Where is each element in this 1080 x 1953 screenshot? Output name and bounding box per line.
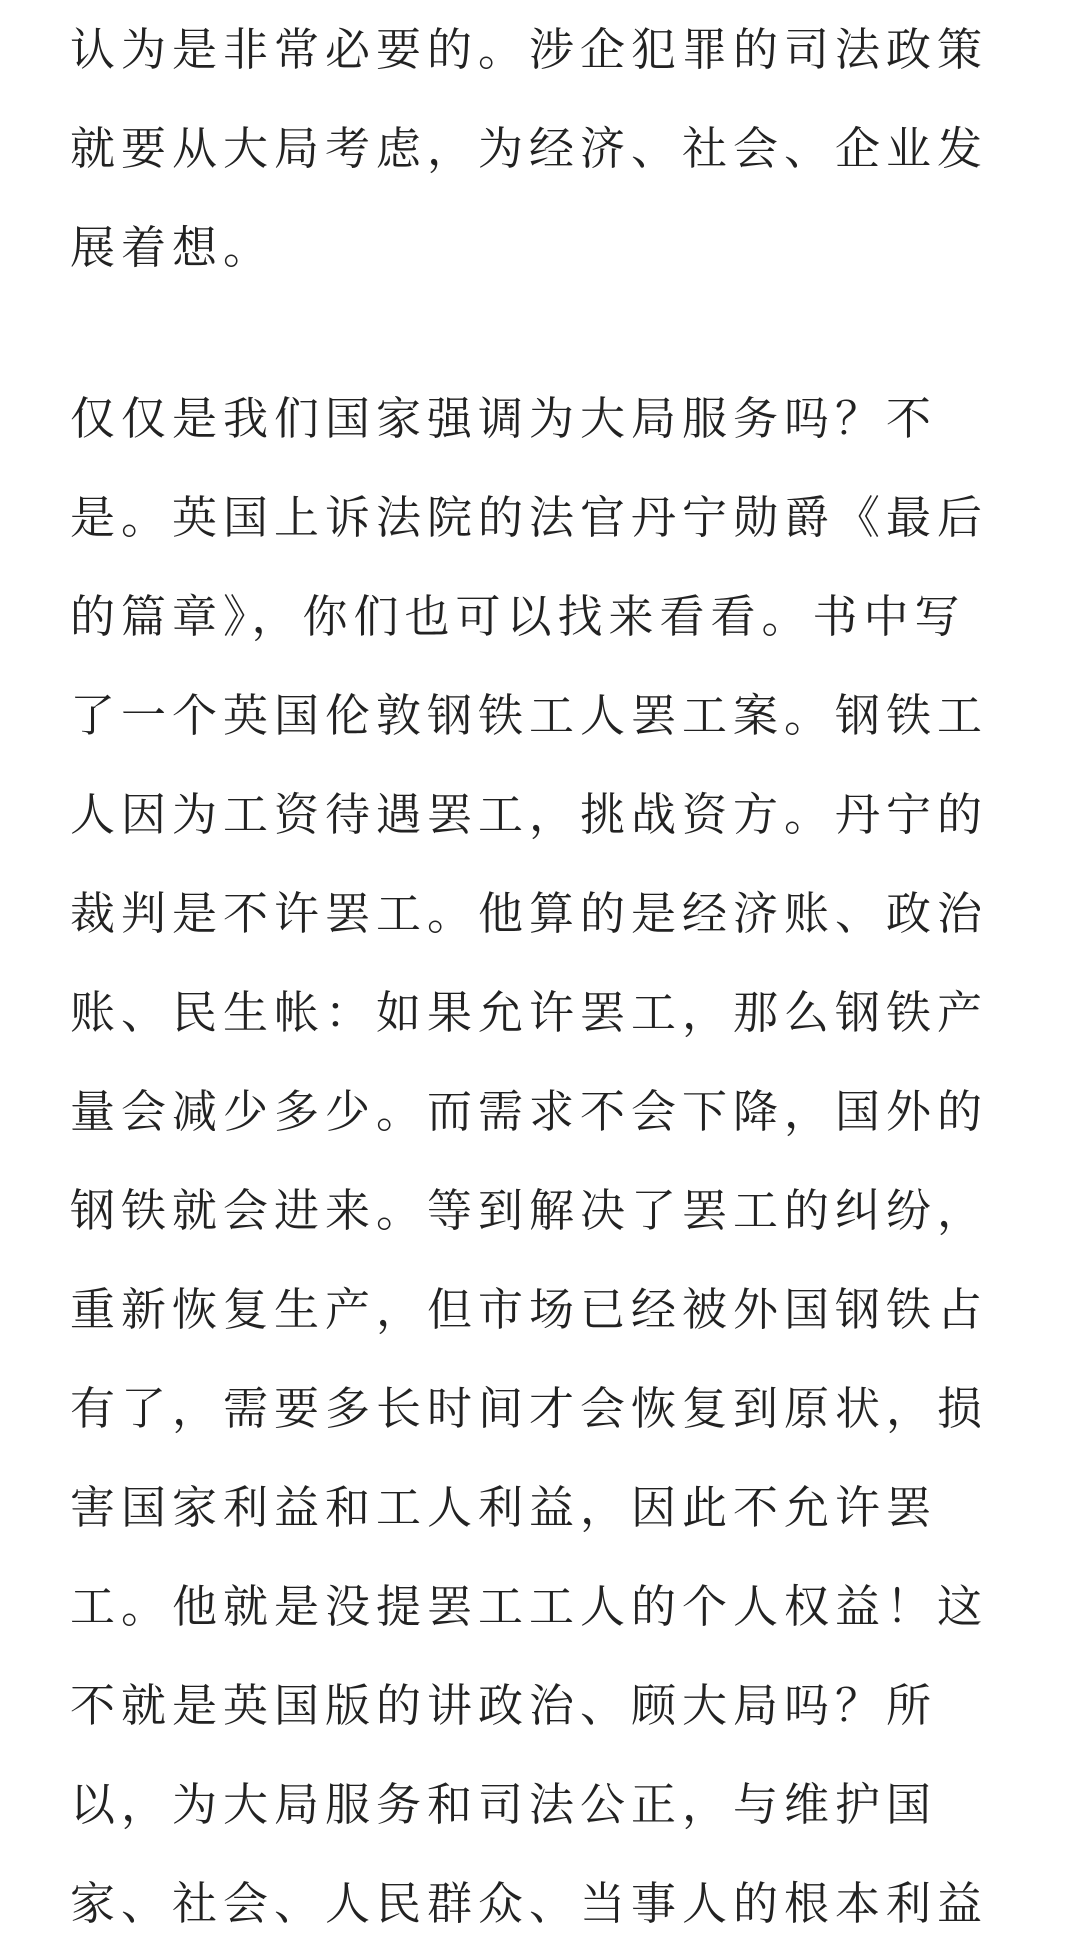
paragraph-spacer bbox=[70, 297, 1016, 369]
text-line: 有了，需要多长时间才会恢复到原状，损 bbox=[70, 1382, 989, 1435]
article-body bbox=[70, 0, 1016, 1953]
paragraph-2 bbox=[70, 369, 1016, 1953]
text-line: 了一个英国伦敦钢铁工人罢工案。钢铁工 bbox=[70, 689, 989, 742]
text-line: 家、社会、人民群众、当事人的根本利益 bbox=[70, 1877, 989, 1930]
text-line: 是。英国上诉法院的法官丹宁勋爵《最后 bbox=[70, 491, 989, 544]
text-line: 以，为大局服务和司法公正，与维护国 bbox=[70, 1778, 938, 1831]
text-line: 重新恢复生产，但市场已经被外国钢铁占 bbox=[70, 1283, 989, 1336]
text-line: 展着想。 bbox=[70, 221, 275, 274]
paragraph-1 bbox=[70, 0, 1016, 297]
text-line: 量会减少多少。而需求不会下降，国外的 bbox=[70, 1085, 989, 1138]
text-line: 害国家利益和工人利益，因此不允许罢 bbox=[70, 1481, 938, 1534]
text-line: 就要从大局考虑，为经济、社会、企业发 bbox=[70, 122, 989, 175]
text-line: 账、民生帐：如果允许罢工，那么钢铁产 bbox=[70, 986, 989, 1039]
text-line: 工。他就是没提罢工工人的个人权益！这 bbox=[70, 1580, 989, 1633]
text-line: 人因为工资待遇罢工，挑战资方。丹宁的 bbox=[70, 788, 989, 841]
text-line: 认为是非常必要的。涉企犯罪的司法政策 bbox=[70, 23, 989, 76]
text-line: 钢铁就会进来。等到解决了罢工的纠纷， bbox=[70, 1184, 989, 1237]
text-line: 裁判是不许罢工。他算的是经济账、政治 bbox=[70, 887, 989, 940]
text-line: 仅仅是我们国家强调为大局服务吗？不 bbox=[70, 392, 938, 445]
text-line: 的篇章》，你们也可以找来看看。书中写 bbox=[70, 590, 966, 643]
text-line: 不就是英国版的讲政治、顾大局吗？所 bbox=[70, 1679, 938, 1732]
